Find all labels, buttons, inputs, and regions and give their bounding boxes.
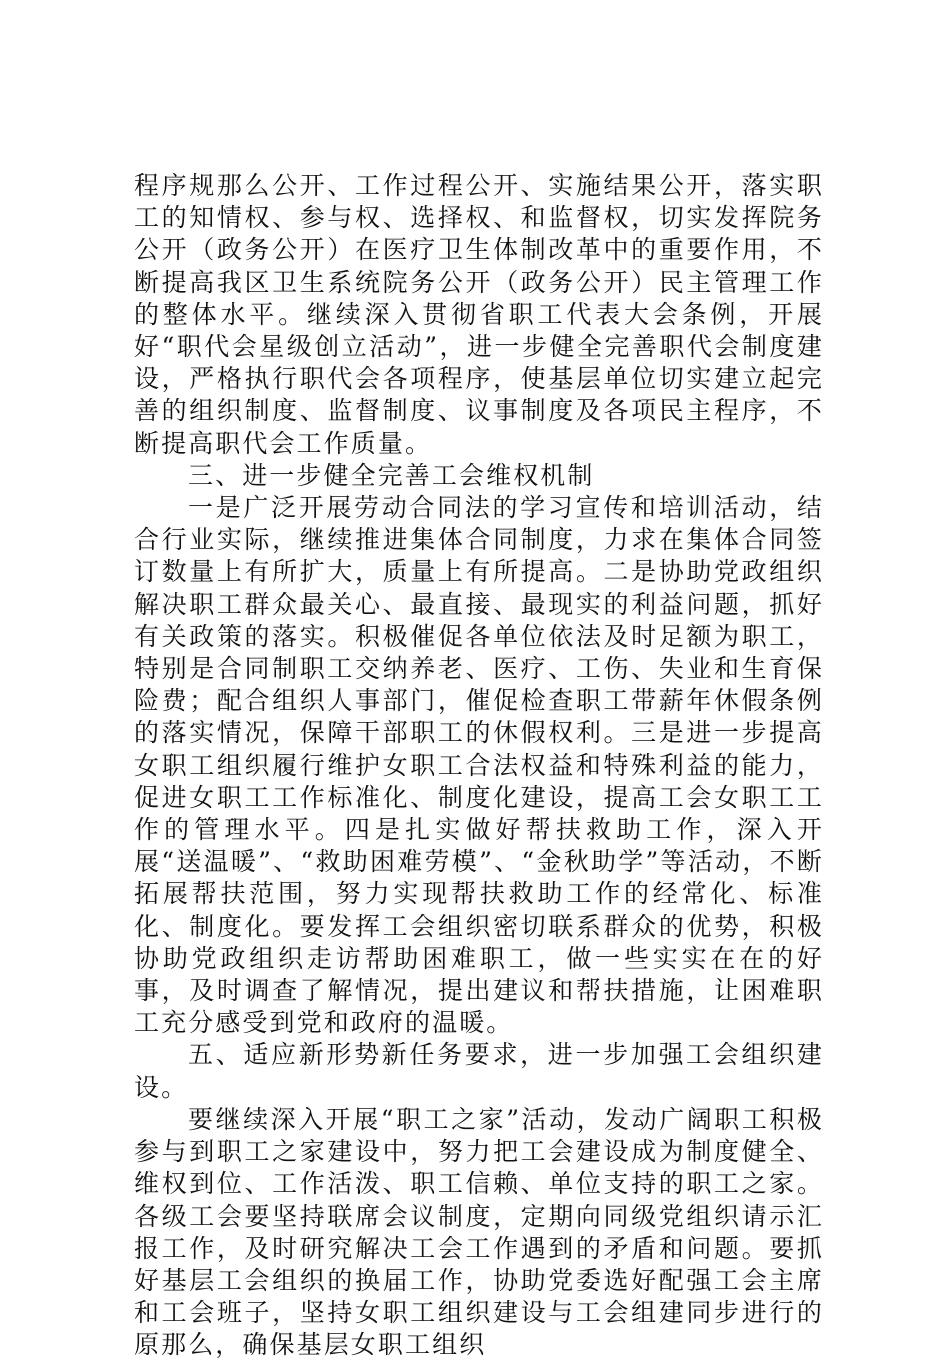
- paragraph-continued: 程序规那么公开、工作过程公开、实施结果公开，落实职工的知情权、参与权、选择权、和监督权，切实发挥院务公开（政务公开）在医疗卫生体制改革中的重要作用，不断提高我区卫生系统院务公开（政务公开）民主管理工作的整体水平。继续深入贯彻省职工代表大会条例，开展好“职代会星级创立活动”，进一步健全完善职代会制度建设，严格执行职代会各项程序，使基层单位切实建立起完善的组织制度、监督制度、议事制度及各项民主程序，不断提高职代会工作质量。: [134, 171, 824, 458]
- document-body: [134, 170, 824, 1362]
- paragraph-rights-protection: 一是广泛开展劳动合同法的学习宣传和培训活动，结合行业实际，继续推进集体合同制度，力求在集体合同签订数量上有所扩大，质量上有所提高。二是协助党政组织解决职工群众最关心、最直接、最现实的利益问题，抓好有关政策的落实。积极催促各单位依法及时足额为职工，特别是合同制职工交纳养老、医疗、工伤、失业和生育保险费；配合组织人事部门，催促检查职工带薪年休假条例的落实情况，保障干部职工的休假权利。三是进一步提高女职工组织履行维护女职工合法权益和特殊利益的能力，促进女职工工作标准化、制度化建设，提高工会女职工工作的管理水平。四是扎实做好帮扶救助工作，深入开展“送温暖”、“救助困难劳模”、“金秋助学”等活动，不断拓展帮扶范围，努力实现帮扶救助工作的经常化、标准化、制度化。要发挥工会组织密切联系群众的优势，积极协助党政组织走访帮助困难职工，做一些实实在在的好事，及时调查了解情况，提出建议和帮扶措施，让困难职工充分感受到党和政府的温暖。: [134, 493, 824, 1038]
- section-heading-five: 五、适应新形势新任务要求，进一步加强工会组织建设。: [134, 1040, 824, 1102]
- paragraph-organization-building: 要继续深入开展“职工之家”活动，发动广阔职工积极参与到职工之家建设中，努力把工会建设成为制度健全、维权到位、工作活泼、职工信赖、单位支持的职工之家。各级工会要坚持联席会议制度，定期向同级党组织请示汇报工作，及时研究解决工会工作遇到的矛盾和问题。要抓好基层工会组织的换届工作，协助党委选好配强工会主席和工会班子，坚持女职工组织建设与工会组建同步进行的原那么，确保基层女职工组织: [134, 1104, 824, 1360]
- section-heading-three: 三、进一步健全完善工会维权机制: [188, 460, 595, 490]
